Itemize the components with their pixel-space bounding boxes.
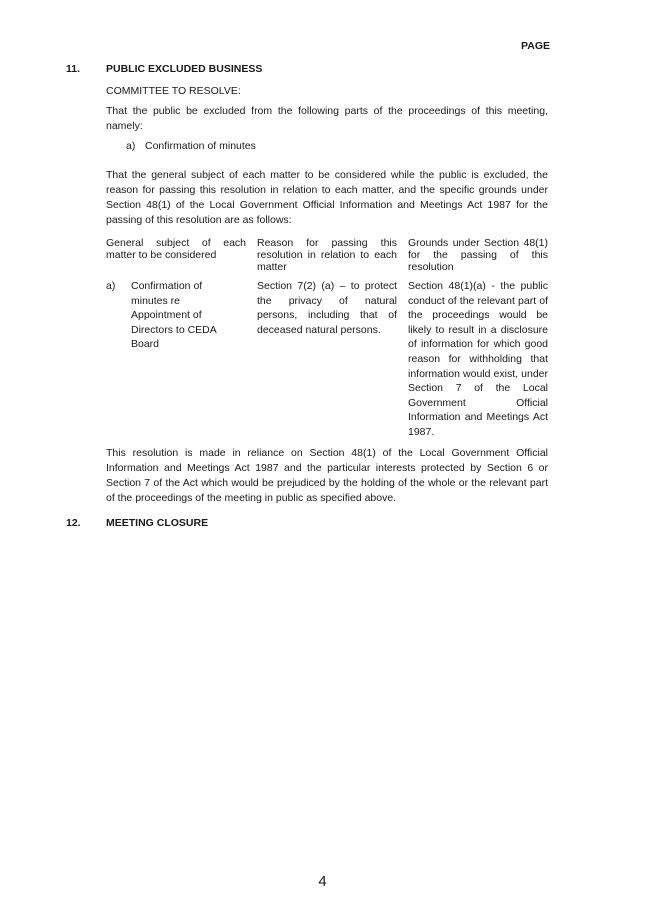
page-number: 4 [318,873,327,890]
table-cell-subject: Confirmation of minutes re Appointment of Directors to CEDA Board [131,280,217,351]
table-cell-grounds: Section 48(1)(a) - the public conduct of the relevant part of the proceedings would be likely to result in a disclosure of information for which good reason for withholding that information would exist, under Section 7 of the Local Government Official Information and Meetings Act 1987. [408,280,548,438]
exclusion-intro-paragraph: That the public be excluded from the following parts of the proceedings of this meeting, namely: [106,105,548,132]
table-header-subject: General subject of each matter to be considered [106,237,246,261]
table-header-reason: Reason for passing this resolution in relation to each matter [257,237,397,273]
list-item-text: Confirmation of minutes [145,140,256,152]
table-row-letter: a) [106,280,116,292]
table-header-grounds: Grounds under Section 48(1) for the passing of this resolution [408,237,548,273]
section-11-number: 11. [66,63,81,75]
table-cell-reason: Section 7(2) (a) – to protect the privacy of natural persons, including that of deceased natural persons. [257,280,397,336]
list-item-letter: a) [126,140,136,152]
grounds-paragraph: That the general subject of each matter to be considered while the public is excluded, the reason for passing this resolution in relation to each matter, and the specific grounds under Section 48(1) of the Local Government Official Information and Meetings Act 1987 for the passing of this resolution are as follows: [106,169,548,226]
section-12-number: 12. [66,517,81,529]
page-column-label: PAGE [521,40,550,52]
section-11-title: PUBLIC EXCLUDED BUSINESS [106,63,263,75]
resolve-label: COMMITTEE TO RESOLVE: [106,85,241,97]
section-12-title: MEETING CLOSURE [106,517,209,529]
closing-paragraph: This resolution is made in reliance on Section 48(1) of the Local Government Official Information and Meetings Act 1987 and the particular interests protected by Section 6 or Section 7 of the Act which would be prejudiced by the holding of the whole or the relevant part of the proceedings of the meeting in public as specified above. [106,447,548,504]
